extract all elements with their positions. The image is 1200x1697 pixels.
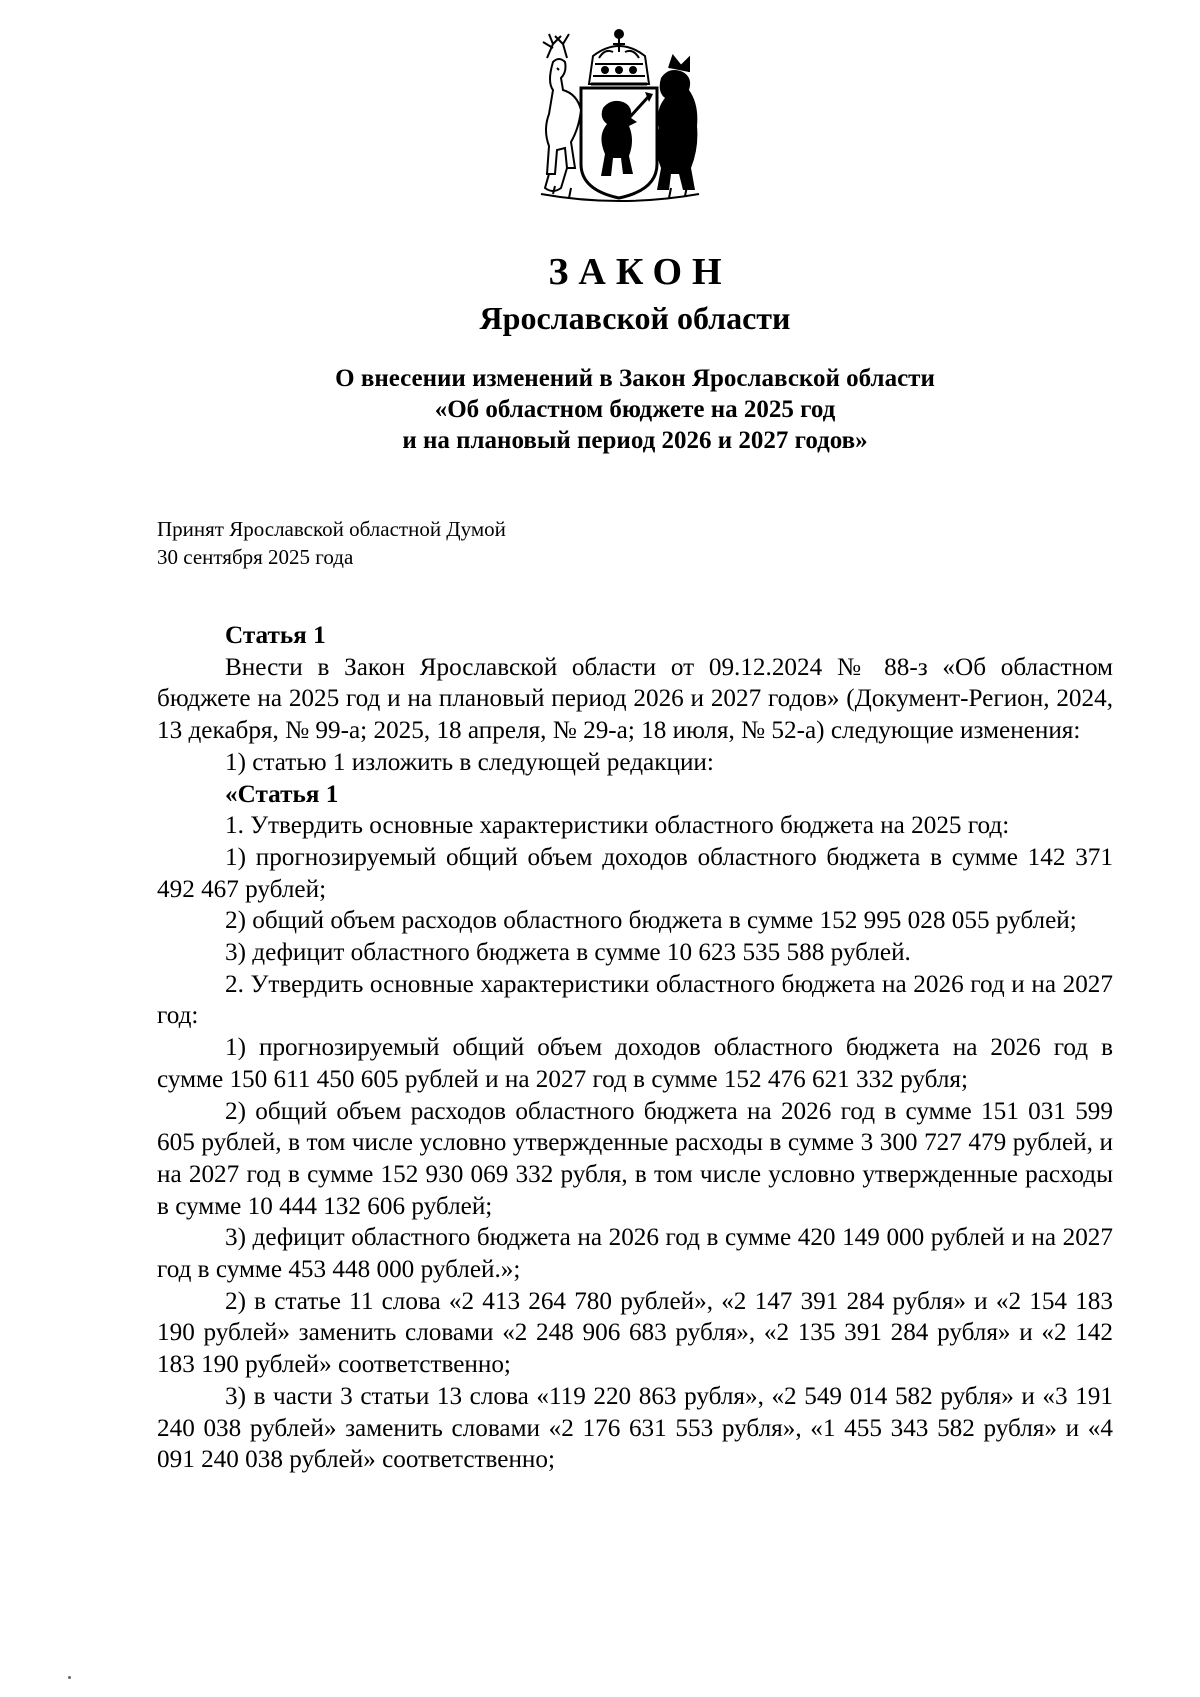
article-heading: Статья 1: [225, 622, 326, 649]
quoted-article-heading: «Статья 1: [225, 780, 339, 808]
law-body: [157, 620, 1113, 1476]
section-2: 2. Утвердить основные характеристики областного бюджета на 2026 год и на 2027 год:: [157, 970, 1113, 1030]
adoption-date: 30 сентября 2025 года: [157, 545, 354, 569]
section-1-item-3: 3) дефицит областного бюджета в сумме 10 623 535 588 рублей.: [225, 939, 911, 967]
shield-icon: [581, 88, 657, 198]
amendment-item-2: 2) в статье 11 слова «2 413 264 780 рублей», «2 147 391 284 рубля» и «2 154 183 190 рублей» заменить словами «2 248 906 683 рубля», «2 135 391 284 рубля» и «2 142 183 190 рублей» соответственно;: [157, 1287, 1113, 1379]
law-region: Ярославской области: [479, 300, 791, 336]
section-1-item-2: 2) общий объем расходов областного бюджета в сумме 152 995 028 055 рублей;: [225, 907, 1077, 935]
law-title: ЗАКОН: [548, 251, 732, 293]
section-2-item-3: 3) дефицит областного бюджета на 2026 год в сумме 420 149 000 рублей и на 2027 год в сумме 453 448 000 рублей.»;: [157, 1224, 1113, 1284]
subject-line: и на плановый период 2026 и 2027 годов»: [402, 427, 868, 454]
adoption-body: Принят Ярославской областной Думой: [157, 517, 506, 541]
coat-of-arms-emblem: [533, 18, 705, 212]
adoption-info: [157, 515, 506, 571]
bear-supporter-icon: [656, 56, 697, 190]
section-2-item-1: 1) прогнозируемый общий объем доходов областного бюджета на 2026 год в сумме 150 611 450 605 рублей и на 2027 год в сумме 152 476 621 332 рубля;: [157, 1034, 1113, 1093]
section-1: 1. Утвердить основные характеристики областного бюджета на 2025 год:: [225, 812, 1010, 840]
section-2-item-2: 2) общий объем расходов областного бюджета на 2026 год в сумме 151 031 599 605 рублей, в том числе условно утвержденные расходы в сумме 3 300 727 479 рублей, и на 2027 год в сумме 152 930 069 332 рубля, в том числе условно утвержденные расходы в сумме 10 444 132 606 рублей;: [157, 1097, 1113, 1220]
section-1-item-1: 1) прогнозируемый общий объем доходов областного бюджета в сумме 142 371 492 467 рублей;: [157, 843, 1113, 903]
law-subject: [0, 363, 1200, 456]
amendment-item-3: 3) в части 3 статьи 13 слова «119 220 863 рубля», «2 549 014 582 рубля» и «3 191 240 038 рублей» заменить словами «2 176 631 553 рубля», «1 455 343 582 рубля» и «4 091 240 038 рублей» соответственно;: [157, 1382, 1113, 1474]
crown-icon: [589, 30, 649, 84]
amendment-item-1: 1) статью 1 изложить в следующей редакции:: [225, 748, 714, 776]
article-intro: Внести в Закон Ярославской области от 09.12.2024 № 88-з «Об областном бюджете на 2025 год и на плановый период 2026 и 2027 годов» (Документ-Регион, 2024, 13 декабря, № 99-а; 2025, 18 апреля, № 29-а; 18 июля, № 52-а) следующие изменения:: [157, 653, 1113, 745]
subject-line: «Об областном бюджете на 2025 год: [434, 396, 836, 423]
scan-mark: [68, 1676, 71, 1679]
deer-supporter-icon: [543, 34, 581, 191]
subject-line: О внесении изменений в Закон Ярославской области: [335, 365, 935, 392]
